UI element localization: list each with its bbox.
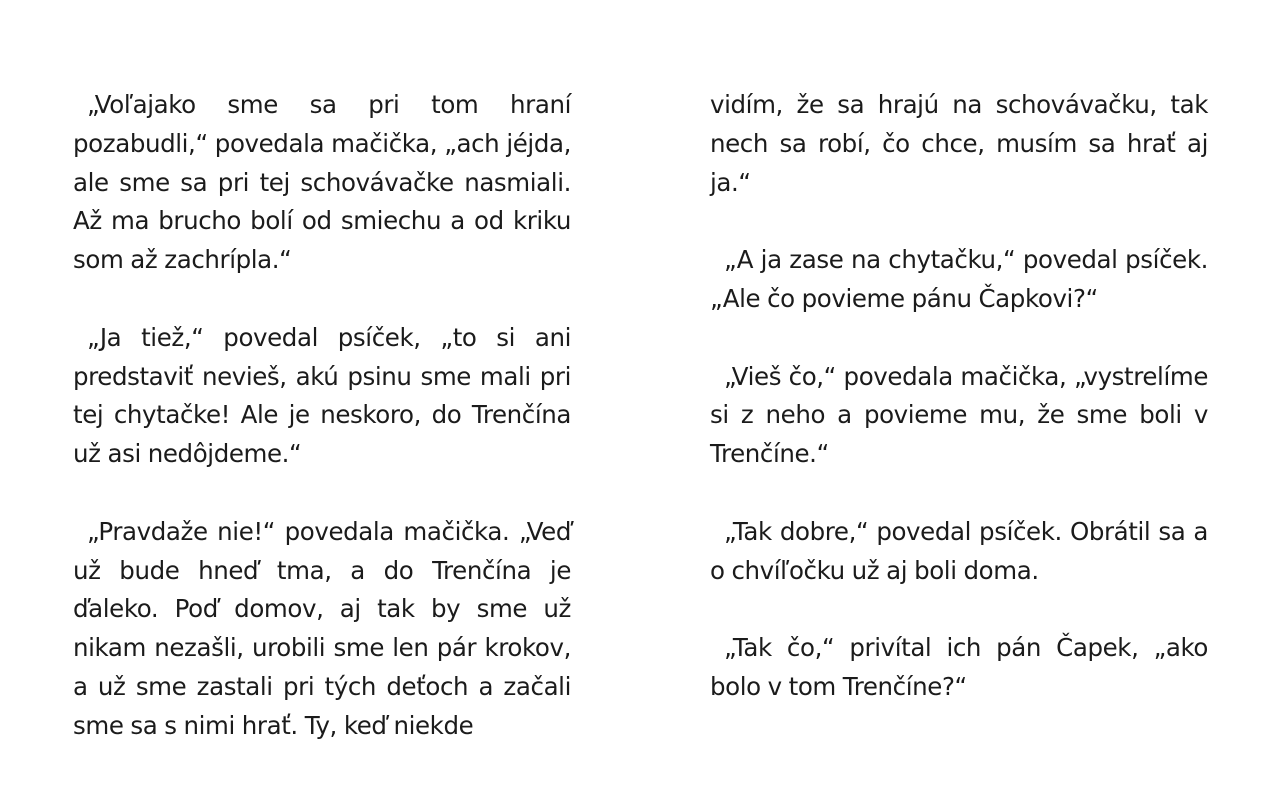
paragraph: „Vieš čo,“ povedala mačička, „vystrelíme si z neho a povieme mu, že sme boli v Trenčíne.“ [710,361,1208,469]
paragraph: „Ja tiež,“ povedal psíček, „to si ani predstaviť nevieš, akú psinu sme mali pri tej chytačke! Ale je neskoro, do Trenčína už asi nedôjdeme.“ [73,322,571,469]
paragraph: „Tak dobre,“ povedal psíček. Obrátil sa a o chvíľočku už aj boli doma. [710,516,1208,585]
paragraph: „Voľajako sme sa pri tom hraní pozabudli,“ povedala mačička, „ach jéjda, ale sme sa pri tej schovávačke nasmiali. Až ma brucho bolí od smiechu a od kriku som až zachrípla.“ [73,90,571,275]
left-page-text [73,86,571,746]
right-page-text [710,86,1208,707]
paragraph: „A ja zase na chytačku,“ povedal psíček. „Ale čo povieme pánu Čapkovi?“ [710,245,1208,313]
paragraph: „Tak čo,“ privítal ich pán Čapek, „ako bolo v tom Trenčíne?“ [710,633,1208,701]
paragraph: „Pravdaže nie!“ povedala mačička. „Veď už bude hneď tma, a do Trenčína je ďaleko. Poď domov, aj tak by sme už nikam nezašli, urobili sme len pár krokov, a už sme zastali pri tých deťoch a začali sme sa s nimi hrať. Ty, keď niekde [73,516,571,740]
paragraph-continued: vidím, že sa hrajú na schovávačku, tak nech sa robí, čo chce, musím sa hrať aj ja.“ [710,90,1208,197]
